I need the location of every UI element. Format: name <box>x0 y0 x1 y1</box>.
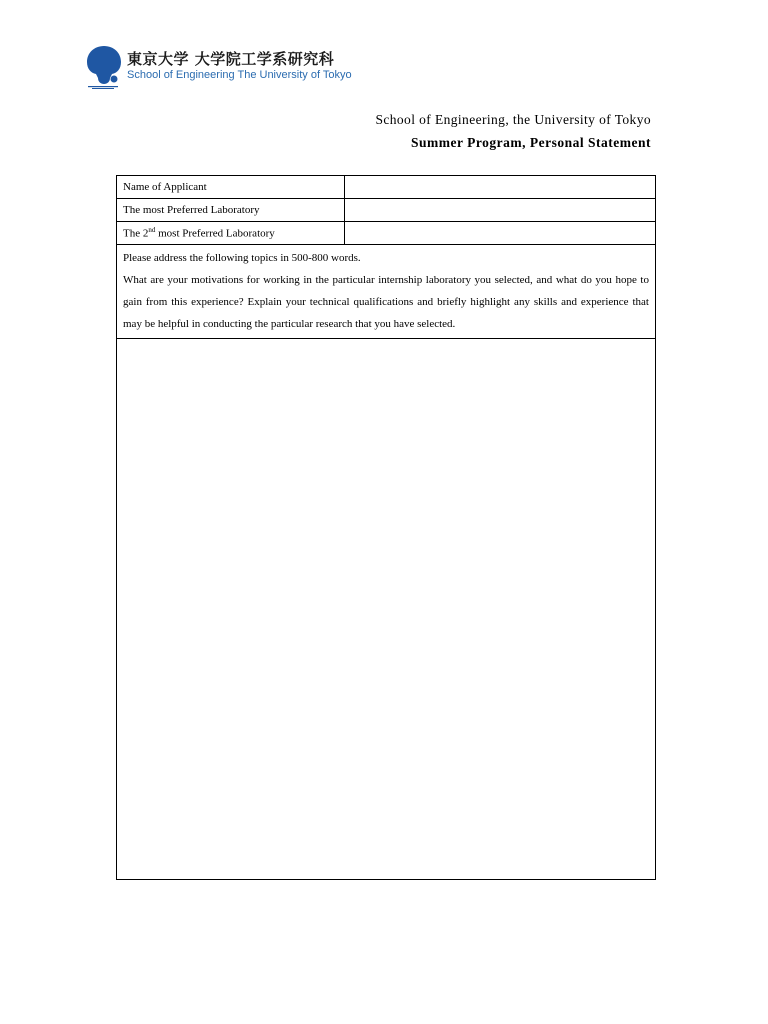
statement-textarea[interactable] <box>117 338 655 878</box>
second-lab-label-prefix: The 2 <box>123 227 149 240</box>
document-title: Summer Program, Personal Statement <box>411 135 651 150</box>
second-lab-label-sup: nd <box>148 226 156 235</box>
applicant-name-field[interactable] <box>347 177 653 197</box>
university-logo <box>84 44 354 90</box>
preferred-lab-label: The most Preferred Laboratory <box>117 199 345 222</box>
preferred-lab-field[interactable] <box>347 200 653 220</box>
logo-english-name: School of Engineering The University of Tokyo <box>127 69 352 81</box>
applicant-name-label: Name of Applicant <box>117 176 345 199</box>
instructions-line1: Please address the following topics in 500-800 words. <box>123 252 361 264</box>
school-name: School of Engineering, the University of Tokyo <box>375 112 651 127</box>
second-lab-label-suffix: most Preferred Laboratory <box>155 227 275 240</box>
document-header <box>375 110 651 153</box>
applicant-name-cell <box>345 176 656 199</box>
answer-cell <box>117 339 656 880</box>
instructions-cell <box>117 245 656 339</box>
second-lab-label <box>117 222 345 245</box>
form-row-instructions <box>117 245 656 339</box>
form-row-second-lab <box>117 222 656 245</box>
instructions-body: What are your motivations for working in the particular internship laboratory you selected, and what do you hope to gain from this experience? Explain your technical qualifications and briefly highlight any skills and experience that may be helpful in conducting the particular research that you have selected. <box>123 274 649 330</box>
second-lab-cell <box>345 222 656 245</box>
form-row-name <box>117 176 656 199</box>
logo-japanese-name: 東京大学 大学院工学系研究科 <box>127 50 335 68</box>
preferred-lab-cell <box>345 199 656 222</box>
second-lab-field[interactable] <box>347 223 653 243</box>
form-row-answer <box>117 339 656 880</box>
form-row-first-lab <box>117 199 656 222</box>
personal-statement-form <box>116 175 656 880</box>
utokyo-ginkgo-icon <box>84 44 124 90</box>
